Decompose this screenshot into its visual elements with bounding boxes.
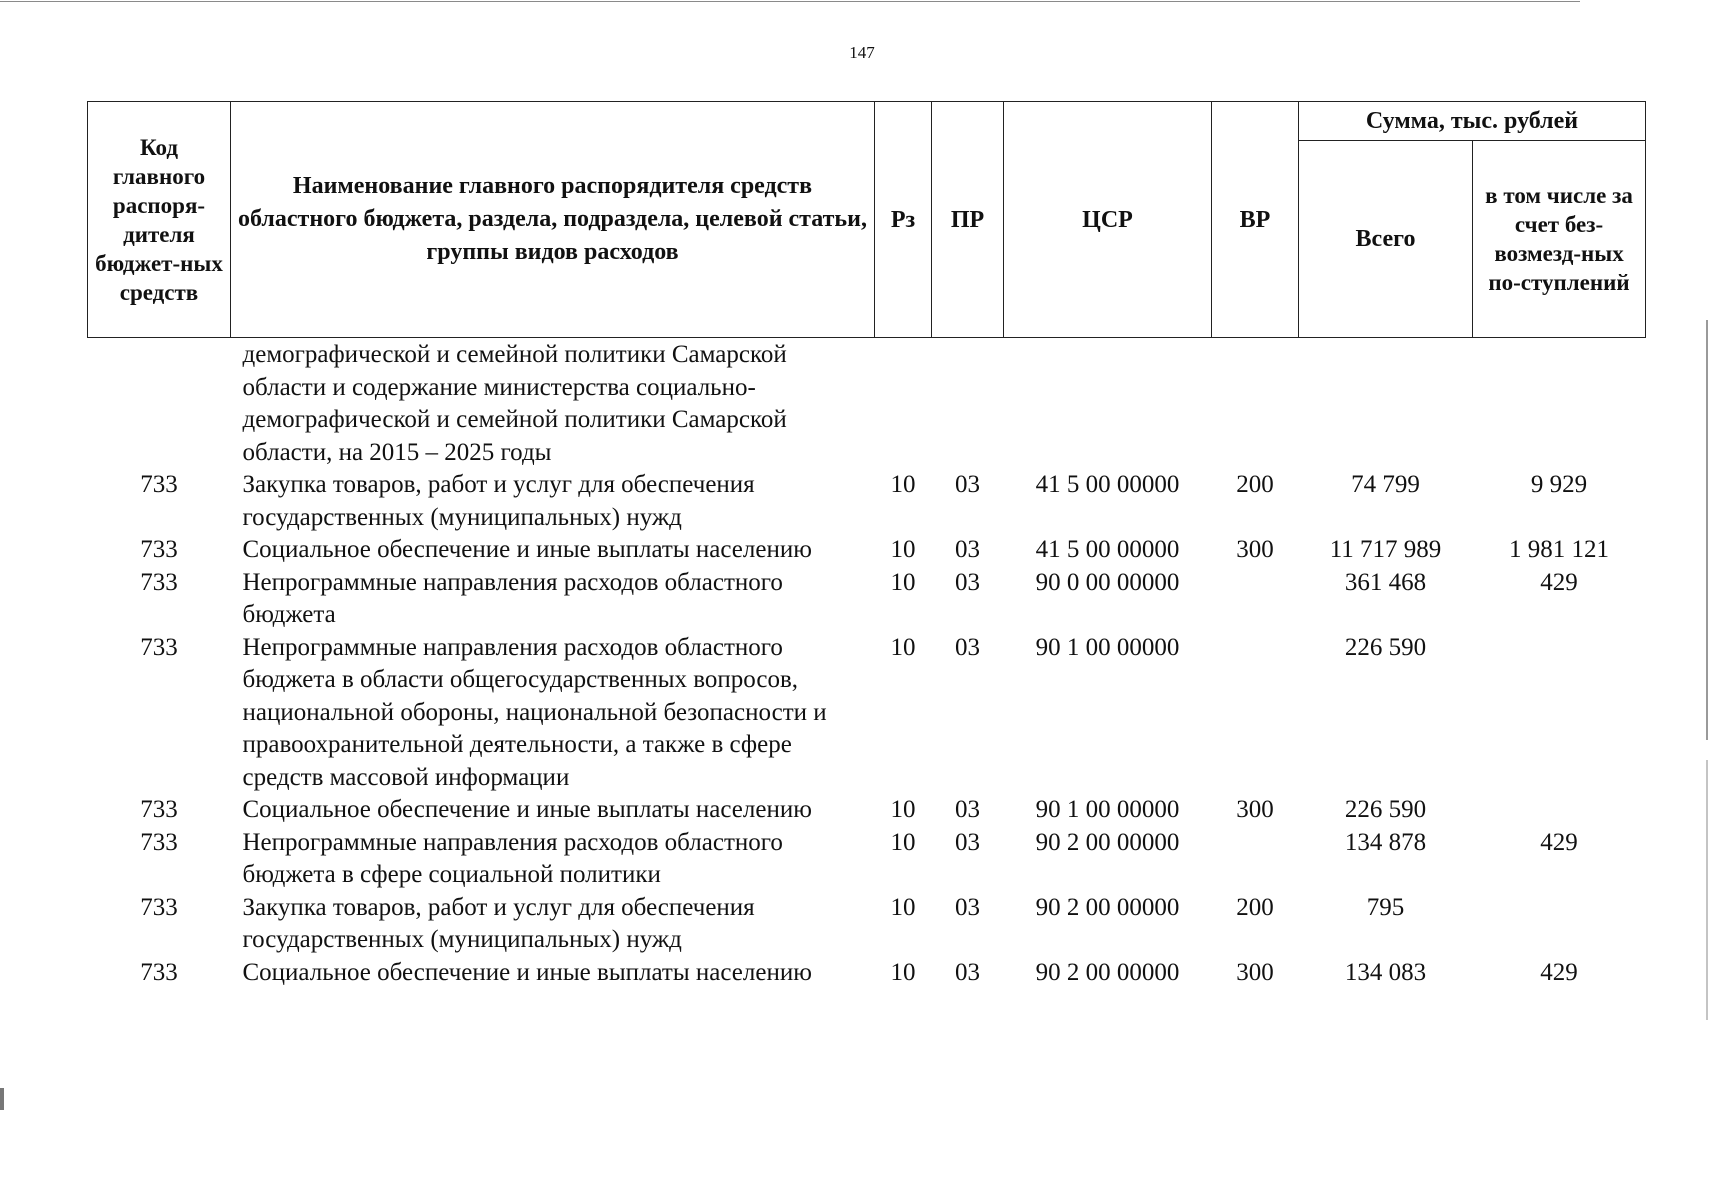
cell-pr: 03 bbox=[955, 796, 980, 823]
cell-code: 733 bbox=[140, 828, 178, 856]
cell-total: 74 799 bbox=[1351, 471, 1420, 498]
cell-pr: 03 bbox=[955, 568, 980, 596]
header-code: Код главного распоря-дителя бюджет-ных средств bbox=[88, 102, 231, 338]
cell-rz: 10 bbox=[890, 958, 916, 986]
cell-csr: 90 2 00 00000 bbox=[1035, 828, 1180, 856]
cell-rz: 10 bbox=[890, 471, 916, 498]
cell-name: Социальное обеспечение и иные выплаты населению bbox=[242, 796, 812, 823]
cell-code: 733 bbox=[140, 796, 178, 823]
cell-pr: 03 bbox=[955, 536, 980, 563]
cell-rz: 10 bbox=[890, 633, 916, 661]
table-row bbox=[88, 338, 1646, 470]
cell-csr: 41 5 00 00000 bbox=[1035, 471, 1180, 498]
table-row bbox=[88, 567, 1646, 632]
cell-rz: 10 bbox=[890, 536, 916, 563]
cell-name: Непрограммные направления расходов областного бюджета bbox=[242, 568, 783, 628]
cell-code: 733 bbox=[140, 568, 178, 596]
cell-csr bbox=[1004, 338, 1212, 470]
cell-csr: 90 1 00 00000 bbox=[1035, 796, 1180, 823]
cell-vr bbox=[1212, 827, 1299, 892]
cell-grant bbox=[1473, 892, 1646, 957]
cell-pr: 03 bbox=[955, 958, 980, 986]
header-pr: ПР bbox=[932, 102, 1004, 338]
cell-total: 226 590 bbox=[1344, 796, 1427, 823]
cell-vr bbox=[1212, 632, 1299, 795]
cell-csr: 90 2 00 00000 bbox=[1035, 958, 1180, 986]
cell-vr: 300 bbox=[1236, 958, 1274, 986]
cell-pr: 03 bbox=[955, 828, 980, 856]
table-row bbox=[88, 632, 1646, 795]
cell-pr: 03 bbox=[955, 471, 980, 498]
cell-rz: 10 bbox=[890, 796, 916, 823]
header-sum: Сумма, тыс. рублей bbox=[1299, 102, 1646, 141]
cell-grant: 9 929 bbox=[1530, 471, 1588, 498]
cell-name: Социальное обеспечение и иные выплаты населению bbox=[242, 536, 812, 563]
table-row bbox=[88, 534, 1646, 567]
cell-total: 134 878 bbox=[1344, 828, 1427, 856]
cell-rz: 10 bbox=[890, 893, 916, 921]
table-header bbox=[88, 102, 1646, 338]
table-row bbox=[88, 827, 1646, 892]
cell-total bbox=[1299, 338, 1473, 470]
cell-csr: 90 0 00 00000 bbox=[1035, 568, 1180, 596]
cell-name: Закупка товаров, работ и услуг для обеспечения государственных (муниципальных) нужд bbox=[242, 893, 755, 953]
cell-rz: 10 bbox=[890, 828, 916, 856]
cell-code: 733 bbox=[140, 536, 178, 563]
cell-name: Закупка товаров, работ и услуг для обеспечения государственных (муниципальных) нужд bbox=[242, 471, 755, 531]
table-row bbox=[88, 892, 1646, 957]
cell-rz: 10 bbox=[890, 568, 916, 596]
cell-grant: 429 bbox=[1540, 568, 1578, 596]
cell-vr bbox=[1212, 338, 1299, 470]
cell-code: 733 bbox=[140, 633, 178, 661]
cell-vr: 300 bbox=[1236, 536, 1274, 563]
cell-grant bbox=[1473, 632, 1646, 795]
cell-total: 795 bbox=[1366, 893, 1405, 921]
cell-total: 11 717 989 bbox=[1329, 536, 1442, 563]
cell-code: 733 bbox=[140, 471, 178, 498]
cell-pr: 03 bbox=[955, 893, 980, 921]
header-total: Всего bbox=[1299, 141, 1473, 338]
scan-right-edge bbox=[1706, 320, 1708, 740]
cell-vr: 300 bbox=[1236, 796, 1274, 823]
scan-right-edge-lower bbox=[1706, 760, 1708, 1020]
cell-csr: 90 1 00 00000 bbox=[1035, 633, 1180, 661]
table-row bbox=[88, 957, 1646, 990]
cell-code: 733 bbox=[140, 893, 178, 921]
header-name: Наименование главного распорядителя средств областного бюджета, раздела, подраздела, целевой статьи, группы видов расходов bbox=[231, 102, 875, 338]
header-grant: в том числе за счет без-возмезд-ных по-ступлений bbox=[1473, 141, 1646, 338]
cell-vr: 200 bbox=[1236, 471, 1274, 498]
cell-total: 134 083 bbox=[1344, 958, 1427, 986]
cell-grant: 1 981 121 bbox=[1509, 536, 1609, 563]
cell-code bbox=[88, 338, 231, 470]
cell-name: демографической и семейной политики Самарской области и содержание министерства социально-демографической и семейной политики Самарской области, на 2015 – 2025 годы bbox=[242, 341, 787, 466]
cell-vr: 200 bbox=[1236, 893, 1274, 921]
cell-vr bbox=[1212, 567, 1299, 632]
cell-code: 733 bbox=[140, 958, 178, 986]
page-number: 147 bbox=[849, 43, 875, 62]
cell-rz bbox=[875, 338, 932, 470]
header-vr: ВР bbox=[1212, 102, 1299, 338]
table-body bbox=[88, 338, 1646, 990]
cell-pr: 03 bbox=[955, 633, 980, 661]
cell-grant bbox=[1473, 794, 1646, 827]
cell-grant bbox=[1473, 338, 1646, 470]
table-row bbox=[88, 469, 1646, 534]
cell-csr: 90 2 00 00000 bbox=[1035, 893, 1180, 921]
cell-grant: 429 bbox=[1540, 828, 1578, 856]
scan-mark bbox=[0, 1088, 4, 1110]
cell-csr: 41 5 00 00000 bbox=[1035, 536, 1180, 563]
cell-name: Непрограммные направления расходов областного бюджета в сфере социальной политики bbox=[242, 828, 783, 888]
cell-name: Непрограммные направления расходов областного бюджета в области общегосударственных вопросов, национальной обороны, национальной безопасности и правоохранительной деятельности, а также в сфере средств массовой информации bbox=[242, 633, 827, 791]
cell-name: Социальное обеспечение и иные выплаты населению bbox=[242, 958, 812, 986]
header-rz: Рз bbox=[875, 102, 932, 338]
cell-pr bbox=[932, 338, 1004, 470]
cell-total: 361 468 bbox=[1344, 568, 1427, 596]
scan-top-border bbox=[0, 1, 1580, 2]
cell-total: 226 590 bbox=[1344, 633, 1427, 661]
cell-grant: 429 bbox=[1540, 958, 1578, 986]
table-row bbox=[88, 794, 1646, 827]
header-csr: ЦСР bbox=[1004, 102, 1212, 338]
budget-table bbox=[87, 101, 1646, 989]
